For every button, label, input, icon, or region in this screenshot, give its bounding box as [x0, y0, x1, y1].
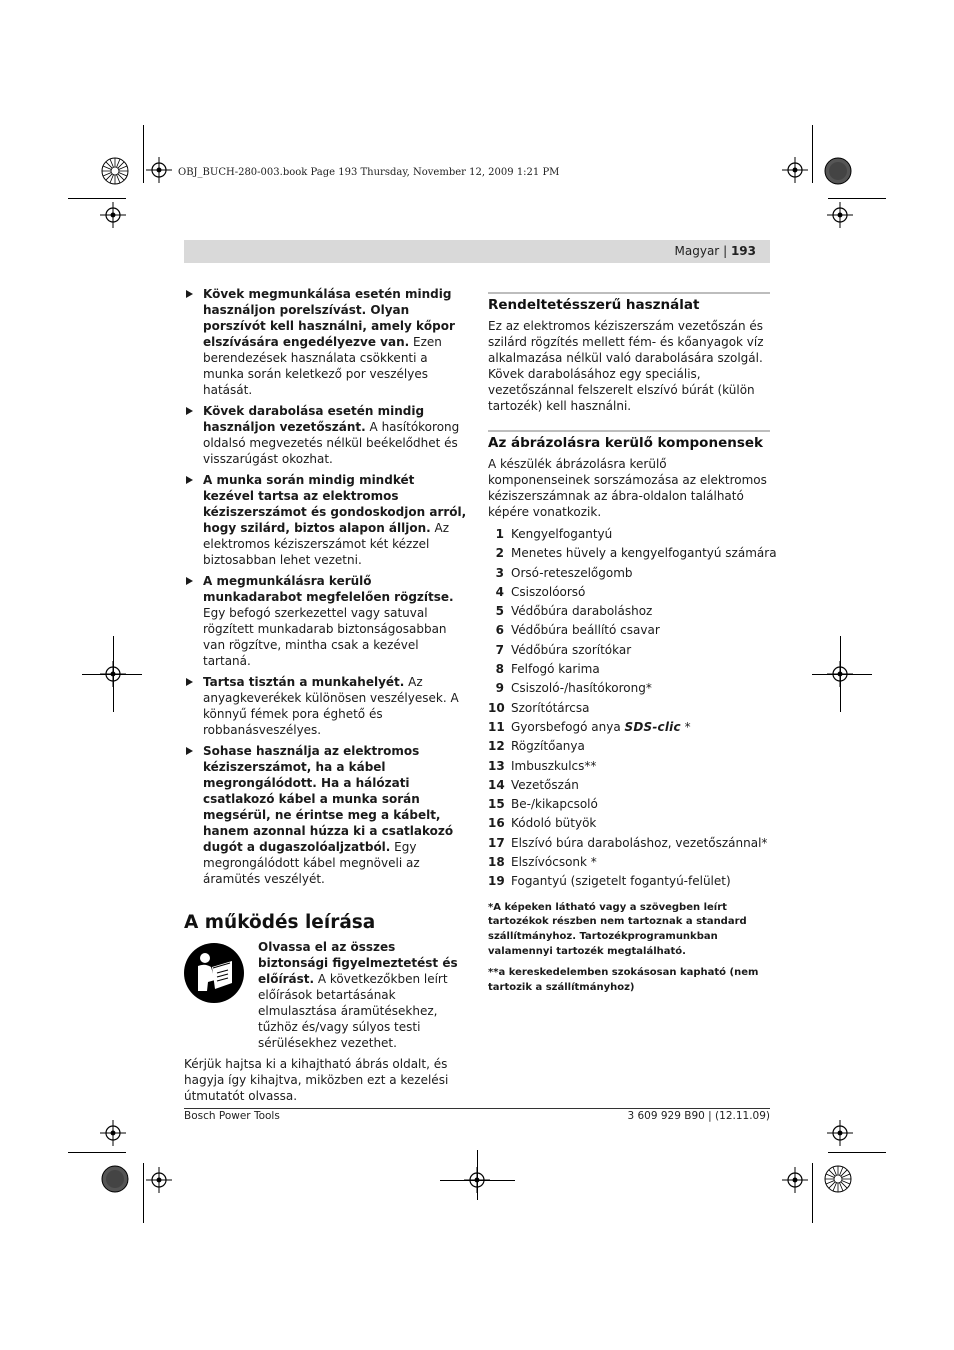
bullet-bold-text: Tartsa tisztán a munkahelyét. [203, 675, 405, 689]
item-label: Be-/kikapcsoló [511, 797, 598, 812]
header-page-number: 193 [730, 244, 756, 258]
list-item [488, 642, 770, 661]
bullet-text: Ezen berendezések használata csökkenti a munka során keletkező por veszélyes hatását. [203, 335, 442, 397]
item-label: Felfogó karima [511, 662, 600, 677]
item-label: Szorítótárcsa [511, 700, 590, 715]
fold-out-paragraph: Kérjük hajtsa ki a kihajtható ábrás oldalt, és hagyja így kihajtva, miközben ezt a kezelési útmutatót olvassa. [184, 1057, 449, 1103]
intended-use-heading: Rendeltetésszerű használat [488, 292, 770, 313]
item-label: Elszívó búra daraboláshoz, vezetőszánnal* [511, 835, 768, 850]
accessory-note: *A képeken látható vagy a szövegben leírt tartozékok részben nem tartoznak a standard szállítmányhoz. Tartozékprogramunkban valamennyi tartozék megtalálható. [488, 901, 747, 958]
item-label: Fogantyú (szigetelt fogantyú-felület) [511, 874, 731, 889]
components-list [488, 526, 777, 893]
list-item [488, 719, 770, 738]
bullet-arrow-icon [186, 290, 193, 298]
item-number: 13 [488, 758, 505, 773]
crosshair-mark-icon [827, 1120, 853, 1146]
item-label: Imbuszkulcs** [511, 758, 597, 773]
item-number: 18 [488, 855, 505, 870]
item-label: Rögzítőanya [511, 739, 585, 754]
item-number: 4 [495, 584, 504, 599]
right-column [488, 292, 777, 995]
warning-text: A következőkben leírt előírások betartásának elmulasztása áramütésekhez, tűzhöz és/vagy súlyos testi sérülésekhez vezethet. [258, 972, 448, 1050]
left-column [184, 286, 468, 1104]
crosshair-mark-icon [146, 157, 172, 183]
item-label: Csiszolóorsó [511, 584, 586, 599]
list-item [488, 622, 770, 641]
sds-clic-brand: SDS-clic [624, 719, 681, 734]
crosshair-mark-icon [782, 1167, 808, 1193]
item-number: 11 [488, 719, 505, 734]
list-item [488, 661, 770, 680]
print-info-line: OBJ_BUCH-280-003.book Page 193 Thursday, November 12, 2009 1:21 PM [178, 167, 560, 178]
warning-bold-text: Olvassa el az összes biztonsági figyelmeztetést és előírást. [258, 940, 458, 986]
item-label: Menetes hüvely a kengyelfogantyú számára [511, 546, 777, 561]
safety-bullet [184, 674, 468, 738]
color-wheel-mark-icon [101, 157, 129, 185]
warning-block [184, 939, 468, 1051]
item-label: Gyorsbefogó anya [511, 719, 621, 734]
crosshair-mark-icon [100, 1120, 126, 1146]
item-number: 6 [495, 623, 504, 638]
safety-bullet [184, 472, 468, 568]
item-label: Csiszoló-/hasítókorong* [511, 681, 652, 696]
item-number: 14 [488, 777, 505, 792]
bullet-text: Egy megrongálódott kábel megnöveli az áramütés veszélyét. [203, 840, 420, 886]
bullet-arrow-icon [186, 678, 193, 686]
item-label: Elszívócsonk * [511, 855, 597, 870]
bullet-bold-text: Sohase használja az elektromos kéziszerszámot, ha a kábel megrongálódott. Ha a hálózati csatlakozó kábel a munka során megsérül, ne érintse meg a kábelt, hanem azonnal húzza ki a csatlakozó dugót a dugaszolóaljzatból. [203, 744, 454, 854]
item-label: Védőbúra szorítókar [511, 642, 632, 657]
item-number: 19 [488, 874, 505, 889]
item-number: 16 [488, 816, 505, 831]
item-number: 15 [488, 797, 505, 812]
list-item [488, 777, 770, 796]
crosshair-mark-icon [827, 202, 853, 228]
item-number: 3 [495, 565, 504, 580]
item-label: Orsó-reteszelőgomb [511, 565, 633, 580]
components-heading: Az ábrázolásra kerülő komponensek [488, 430, 770, 451]
footer-brand: Bosch Power Tools [184, 1110, 280, 1122]
bullet-arrow-icon [186, 407, 193, 415]
crosshair-mark-icon [782, 157, 808, 183]
item-number: 2 [495, 546, 504, 561]
item-number: 10 [488, 700, 505, 715]
list-item [488, 526, 770, 545]
components-intro: A készülék ábrázolásra kerülő komponenseinek sorszámozása az elektromos kéziszerszámnak az ábra-oldalon található képére vonatkozik. [488, 457, 767, 519]
item-label: Kengyelfogantyú [511, 527, 613, 541]
commercial-note: **a kereskedelemben szokásosan kapható (nem tartozik a szállítmányhoz) [488, 966, 759, 993]
bullet-arrow-icon [186, 577, 193, 585]
list-item [488, 603, 770, 622]
safety-bullet [184, 573, 468, 669]
bullet-text: Az elektromos kéziszerszámot két kézzel biztosabban lehet vezetni. [203, 521, 450, 567]
list-item [488, 815, 770, 834]
bullet-bold-text: A munka során mindig mindkét kezével tartsa az elektromos kéziszerszámot és gondoskodjon arról, hogy szilárd, biztos alapon álljon. [203, 473, 467, 535]
gray-disc-mark-icon [101, 1165, 129, 1193]
item-label: Kódoló bütyök [511, 816, 597, 831]
bullet-arrow-icon [186, 747, 193, 755]
item-number: 5 [495, 604, 504, 619]
safety-bullet [184, 743, 468, 887]
list-item [488, 738, 770, 757]
bullet-text: Egy befogó szerkezettel vagy satuval rögzített munkadarab biztonságosabban van rögzítve, mintha csak a kezével tartaná. [203, 606, 447, 668]
list-item [488, 545, 777, 564]
list-item [488, 680, 770, 699]
safety-bullet [184, 403, 468, 467]
bullet-arrow-icon [186, 476, 193, 484]
item-number: 8 [495, 662, 504, 677]
crosshair-mark-icon [100, 202, 126, 228]
bullet-text: A hasítókorong oldalsó megvezetés nélkül beékelődhet és visszarúgást okozhat. [203, 420, 460, 466]
item-number: 17 [488, 835, 505, 850]
intended-use-text: Ez az elektromos kéziszerszám vezetőszán és szilárd rögzítés mellett fém- és kőanyagok víz alkalmazása nélkül való darabolására szolgál. Kövek darabolásához egy speciális, vezetőszánnal felszerelt elszívó búrát (külön tartozék) kell használni. [488, 319, 764, 413]
item-label: Védőbúra daraboláshoz [511, 604, 653, 619]
bullet-bold-text: A megmunkálásra kerülő munkadarabot megfelelően rögzítse. [203, 574, 454, 604]
gray-disc-mark-icon [824, 157, 852, 185]
item-number: 12 [488, 739, 505, 754]
list-item [488, 565, 770, 584]
section-title: A működés leírása [184, 912, 376, 933]
bullet-text: Az anyagkeverékek különösen veszélyesek. A könnyű fémek pora éghető és robbanásveszélyes. [203, 675, 459, 737]
bullet-bold-text: Kövek darabolása esetén mindig használjon vezetőszánt. [203, 404, 425, 434]
crosshair-mark-icon [146, 1167, 172, 1193]
header-separator: | [723, 244, 728, 258]
footer-rule [184, 1108, 770, 1109]
header-page-label [675, 244, 756, 258]
footer-doc-number: 3 609 929 B90 | (12.11.09) [627, 1110, 770, 1122]
read-manual-icon [184, 943, 244, 1003]
item-number: 1 [495, 527, 504, 541]
safety-bullet [184, 286, 468, 398]
item-label: Védőbúra beállító csavar [511, 623, 660, 638]
item-number: 9 [495, 681, 504, 696]
color-wheel-mark-icon [824, 1165, 852, 1193]
item-suffix: * [680, 719, 691, 734]
item-label: Vezetőszán [511, 777, 579, 792]
list-item [488, 700, 770, 719]
running-header [184, 240, 770, 263]
list-item [488, 758, 770, 777]
item-number: 7 [495, 642, 504, 657]
list-item [488, 584, 770, 603]
header-language: Magyar [674, 244, 720, 258]
list-item [488, 854, 770, 873]
bullet-bold-text: Kövek megmunkálása esetén mindig használjon porelszívást. Olyan porszívót kell használni, amely kőpor elszívására engedélyezve van. [203, 287, 455, 349]
list-item [488, 873, 770, 892]
list-item [488, 796, 770, 815]
list-item [488, 835, 770, 854]
